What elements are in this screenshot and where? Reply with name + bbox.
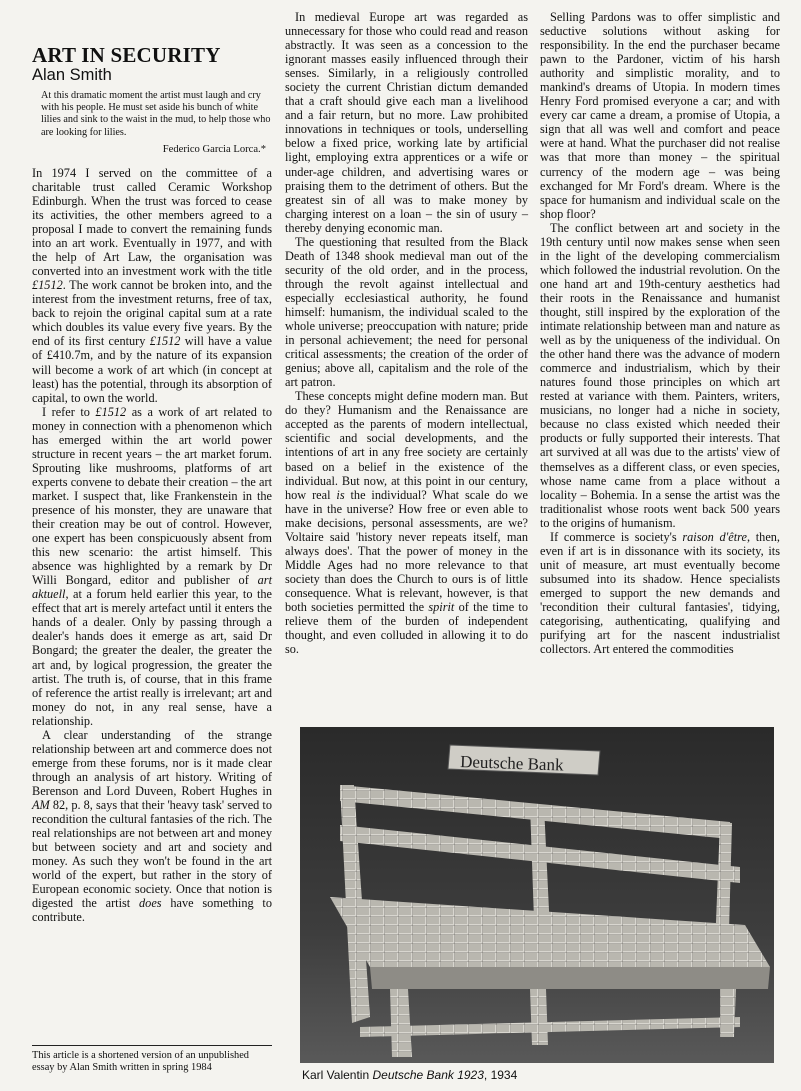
article-author: Alan Smith — [32, 66, 112, 84]
body-paragraph: If commerce is society's raison d'être, then, even if art is in dissonance with its society, its unit of measure, art must eventually become subsumed into its shadow. Hence specialists emerged to support the new demands and 'recondition their cultural fantasies', tidying, categorising, authenticating, qualifying and purifying art for the nascent industrialist collectors. Art entered the commodities — [540, 529, 780, 657]
body-paragraph: The questioning that resulted from the Black Death of 1348 shook medieval man out of the security of the old order, and in the process, through the revolt against intellectual and especially ecclesiastical authority, he found himself: humanism, the individual scaled to the whole universe; preoccupation with nature; pride in personal achievement; the need for personal critical assessments; the creation of the order of genius; above all, capitalism and the role of the art patron. — [285, 234, 528, 390]
body-paragraph: In 1974 I served on the committee of a charitable trust called Ceramic Workshop Edinburgh. When the trust was forced to cease its activities, the other members agreed to a proposal I made to convert the remaining funds into an art work. Eventually in 1977, and with the help of Art Law, the organisation was converted into an investment work with the title £1512. The work cannot be broken into, and the interest from the investment returns, free of tax, back to rejoin the original capital sum at a rate which doubles its value every five years. By the end of its first century £1512 will have a value of £410.7m, and by the nature of its expansion will become a work of art which (in concept at least) has the potential, through its absorption of capital, to own the world. — [32, 165, 272, 405]
article-title: ART IN SECURITY — [32, 43, 221, 67]
epigraph: At this dramatic moment the artist must laugh and cry with his people. He must set aside his bunch of white lilies and sink to the waist in the mud, to help those who are looking for lilies. — [41, 90, 271, 138]
footnote: This article is a shortened version of an unpublished essay by Alan Smith written in spring 1984 — [32, 1045, 272, 1074]
column-3 — [540, 10, 780, 656]
bench-sign-text: Deutsche Bank — [459, 752, 564, 775]
body-paragraph: In medieval Europe art was regarded as unnecessary for those who could read and reason abstractly. It was seen as a concession to the ignorant masses easily influenced through their senses. Similarly, in a religiously controlled society the current Christian dictum demanded that a craft should give each man a livelihood and a fair return, but no more. Law prohibited innovations in techniques or tools, underselling below a fixed price, working late by artificial light, employing extra apprentices or a wife or under-age children, and advertising wares or praising them to the detriment of others. But the greatest sin of all was to make money by charging interest on a loan – the sin of usury – thereby denying economic man. — [285, 10, 528, 235]
body-paragraph: Selling Pardons was to offer simplistic and seductive solutions without asking for responsibility. In the end the purchaser became pawn to the Pardoner, victim of his harsh authority and simplistic morality, and to mankind's dreams of Utopia. In modern times Henry Ford promised everyone a car; and with every car came a dream, a promise of Utopia, a sign that all was well and comfort and peace were at hand. What the purchaser did not realise was that more than money – the spiritual currency of the modern age – was being exchanged for Mr Ford's dream. Where is the space for humanism and individual scale on the shop floor? — [540, 10, 780, 221]
body-paragraph: A clear understanding of the strange relationship between art and commerce does not emerge from these forums, nor is it made clear through an analysis of art history. Writing of Berenson and Lord Duveen, Robert Hughes in AM 82, p. 8, says that their 'heavy task' served to recondition the cultural fantasies of the rich. The real relationships are not between art and money but between society and art and society and money. As such they won't be found in the art world of the expert, but rather in the story of European economic society. Once that notion is digested the artist does have something to contribute. — [32, 727, 272, 925]
bench-illustration — [300, 727, 774, 1063]
column-2 — [285, 10, 528, 656]
column-1 — [32, 44, 272, 924]
figure-caption: Karl Valentin Deutsche Bank 1923, 1934 — [302, 1068, 518, 1082]
epigraph-attribution: Federico Garcia Lorca.* — [162, 143, 266, 155]
body-paragraph: These concepts might define modern man. But do they? Humanism and the Renaissance are accepted as the parents of modern intellectual, scientific and social developments, and the intentions of art in any free society are certainly based on a belief in the existence of the individual. But now, at this point in our century, how real is the individual? What scale do we have in the universe? How free or even able to make decisions, personal assessments, are we? Voltaire said 'history never repeats itself, man always does'. That the power of money in the Middle Ages had no more relevance to that society than does the Church to ours is of little consequence. What is relevant, however, is that both societies permitted the spirit of the time to relieve them of the burden of independent thought, and even colluded in allowing it to do so. — [285, 389, 528, 657]
bench-photograph — [300, 727, 774, 1063]
body-paragraph: I refer to £1512 as a work of art related to money in connection with a phenomenon which has emerged within the art world power structure in recent years – the art market forum. Sprouting like mushrooms, platforms of art experts convene to debate their creation – the art market. I suspect that, like Frankenstein in the presence of his monster, they are unaware that their creation may be out of control. However, one expert has been conspicuously absent from this new scenario: the artist himself. This absence was highlighted by a remark by Dr Willi Bongard, editor and publisher of art aktuell, at a forum held earlier this year, to the effect that art is merely artefact until it enters the hands of a dealer. Only by passing through a dealer's hands does it emerge as art, said Dr Bongard; the greater the dealer, the greater the art and, by logical progression, the greater the artist. The truth is, of course, that in this frame of reference the artist really is irrelevant; art and money do not, in any real sense, have a relationship. — [32, 404, 272, 728]
body-paragraph: The conflict between art and society in the 19th century until now makes sense when seen in the light of the developing commercialism which followed the industrial revolution. On the one hand art and 19th-century aesthetics had their roots in the Renaissance and humanist thought, still inspired by the exploration of the intimate relationship between man and nature as well as by the uniqueness of the individual. On the other hand there was the advance of modern commerce and industrialism, which by their natures found those principles on which art rested at variance with them. Painters, writers, musicians, no longer had a niche in society, because no class existed which needed their products or fully supported their interests. That art survived at all was due to the artists' view of themselves as a different class, or even species, whose name came from a place without a locality – Bohemia. In a sense the artist was the traditionalist whose roots went back 500 years to the origins of humanism. — [540, 220, 780, 530]
